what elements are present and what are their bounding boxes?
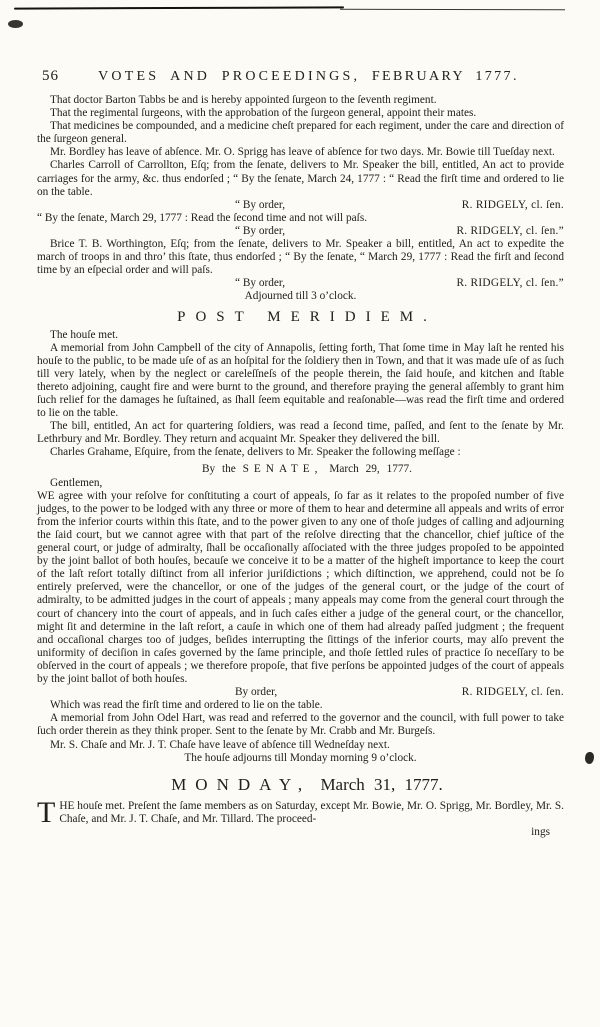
by-order-label: “ By order, <box>235 277 286 290</box>
clerk-signature: R. RIDGELY, cl. ſen.” <box>456 277 564 290</box>
paragraph-chase-absence: Mr. S. Chaſe and Mr. J. T. Chaſe have leave of abſence till Wedneſday next. <box>50 738 390 751</box>
paragraph-medicines: That medicines be compounded, and a medicine cheſt prepared for each regiment, under the care and direction of the ſurgeon general. <box>37 120 564 146</box>
monday-paragraph-text: HE houſe met. Preſent the ſame members as on Saturday, except Mr. Bowie, Mr. O. Sprigg, Mr. Bordley, Mr. S. Chaſe, and Mr. J. T. Chaſe, and Mr. Tillard. The proceed- <box>59 799 564 825</box>
paragraph-surgeon-mates: That the regimental ſurgeons, with the approbation of the ſurgeon general, appoint their mates. <box>50 107 477 120</box>
running-title-date: FEBRUARY 1777. <box>371 69 519 84</box>
paragraph-tabbs-surgeon: That doctor Barton Tabbs be and is hereby appointed ſurgeon to the ſeventh regiment. <box>50 94 437 106</box>
paragraph-hart-memorial: A memorial from John Odel Hart, was read and referred to the governor and the council, with full power to take ſuch order therein as they think proper. Sent to the ſenate by Mr. Crabb and Mr. Burgeſs. <box>37 712 564 738</box>
senate-heading <box>37 463 564 476</box>
adjourned-line: Adjourned till 3 o’clock. <box>244 290 357 303</box>
paragraph-monday-house-met <box>37 795 564 829</box>
drop-cap-initial: T <box>37 795 56 829</box>
paragraph-leave-of-absence: Mr. Bordley has leave of abſence. Mr. O. Sprigg has leave of abſence for two days. Mr. Bowie till Tueſday next. <box>50 146 555 159</box>
paragraph-read-first-time: Which was read the firſt time and ordered to lie on the table. <box>50 699 323 712</box>
running-title <box>59 69 558 85</box>
heading-post-meridiem: POST MERIDIEM. <box>177 308 437 325</box>
catchword: ings <box>531 825 550 838</box>
paragraph-worthington-bill: Brice T. B. Worthington, Eſq; from the ſenate, delivers to Mr. Speaker a bill, entitled, An act to expedite the march of troops in and thro’ this ſtate, thus endorſed ; “ By the ſenate, “ March 29, 1777 : Read the firſt and ſecond time by an eſpecial order and will paſs. <box>37 238 564 277</box>
monday-heading-date: March 31, 1777. <box>320 774 443 794</box>
paragraph-house-adjourns: The houſe adjourns till Monday morning 9 o’clock. <box>184 751 417 764</box>
clerk-signature: R. RIDGELY, cl. ſen.” <box>456 224 564 237</box>
document-body <box>37 94 564 839</box>
clerk-signature: R. RIDGELY, cl. ſen. <box>461 198 564 211</box>
senate-heading-prefix: By the <box>201 462 236 475</box>
clerk-signature: R. RIDGELY, cl. ſen. <box>461 686 564 699</box>
by-order-line-1 <box>37 199 564 212</box>
scan-artifact-ink-blob <box>8 20 23 28</box>
salutation-gentlemen: Gentlemen, <box>50 476 103 489</box>
paragraph-grahame-message: Charles Grahame, Eſquire, from the ſenate, delivers to Mr. Speaker the following meſſage : <box>50 446 461 459</box>
paragraph-senate-message: WE agree with your reſolve for conſtituting a court of appeals, ſo far as it relates to the propoſed number of five judges, to the power to be lodged with any three or more of them to hear and determine all appeals and writs of error from the inferior courts within this ſtate, and to the power given to any one of thoſe judges of calling and adjourning the ſaid court, but we cannot agree with that part of the reſolve directing that the chancellor, chief juſtice of the general court, or judge of admiralty, ſhall be occaſionally aſſociated with the three judges propoſed to be appointed by the joint ballot of both houſes, becauſe we conceive it to be a matter of the higheſt importance to keep the court of the laſt reſort totally diſtinct from all inferior juriſdictions ; which diſtinction, we apprehend, could not be ſo entirely preſerved, were the chancellor, or one of the judges of the general court, or the judge of the court of admiralty, to be admitted judges in the court of appeals ; many appeals may come from the general court through the court of chancery into the court of appeals, and in ſuch caſes either a judge of the general court, or the chancellor, might ſit and determine in the laſt reſort, a cauſe in which one of them had already paſſed judgment ; the frequent and occaſional charges too of judges, beſides interrupting the ſittings of the inferior courts, may alſo prevent the uniformity of deciſion in caſes governed by the ſame principle, and thoſe ſettled rules of practice ſo neceſſary to be obſerved in the court of appeals ; we therefore propoſe, that five perſons be appointed judges of the court of appeals by the joint ballot of both houſes. <box>37 489 565 686</box>
by-order-line-4 <box>37 686 564 699</box>
by-order-label: “ By order, <box>235 224 286 237</box>
scan-artifact-top-line-2 <box>340 9 565 11</box>
by-order-line-3 <box>37 277 564 290</box>
paragraph-house-met: The houſe met. <box>50 328 119 341</box>
by-order-line-2 <box>37 225 564 238</box>
by-order-label: By order, <box>235 686 278 699</box>
page-header <box>42 68 558 85</box>
senate-heading-word: SENATE, <box>242 462 323 475</box>
scan-artifact-top-line <box>14 6 344 9</box>
page-number: 56 <box>42 68 59 84</box>
monday-heading-word: MONDAY, <box>171 774 312 794</box>
heading-monday <box>37 774 564 794</box>
paragraph-quartering-bill: The bill, entitled, An act for quartering ſoldiers, was read a ſecond time, paſſed, and ſent to the ſenate by Mr. Lethrbury and Mr. Bordley. They return and acquaint Mr. Speaker they delivered the bill. <box>37 420 564 446</box>
paragraph-campbell-memorial: A memorial from John Campbell of the city of Annapolis, ſetting forth, That ſome time in May laſt he rented his houſe to the public, to be made uſe of as an hoſpital for the ſoldiery then in Town, and that it was made uſe of as ſuch till very lately, when by the neglect or careleſſneſs of the people therein, the ſaid houſe, and kitchen and ſtable thereto adjoining, caught fire and were burnt to the ground, and therefore praying the general aſſembly to grant him ſuch relief for the damages he ſuſtained, as ſhall ſeem equitable and reaſonable—was read the firſt time and ordered to lie on the table. <box>37 341 564 420</box>
paragraph-carroll-bill: Charles Carroll of Carrollton, Eſq; from the ſenate, delivers to Mr. Speaker the bill, entitled, An act to provide carriages for the army, &c. thus endorſed ; “ By the ſenate, March 24, 1777 : “ Read the firſt time and ordered to lie on the table. <box>37 159 564 198</box>
scan-artifact-ink-right <box>585 752 594 764</box>
running-title-text: VOTES AND PROCEEDINGS, <box>98 69 361 84</box>
paragraph-second-reading: “ By the ſenate, March 29, 1777 : Read the ſecond time and not will paſs. <box>37 211 368 224</box>
by-order-label: “ By order, <box>235 198 286 211</box>
senate-heading-date: March 29, 1777. <box>329 462 412 475</box>
